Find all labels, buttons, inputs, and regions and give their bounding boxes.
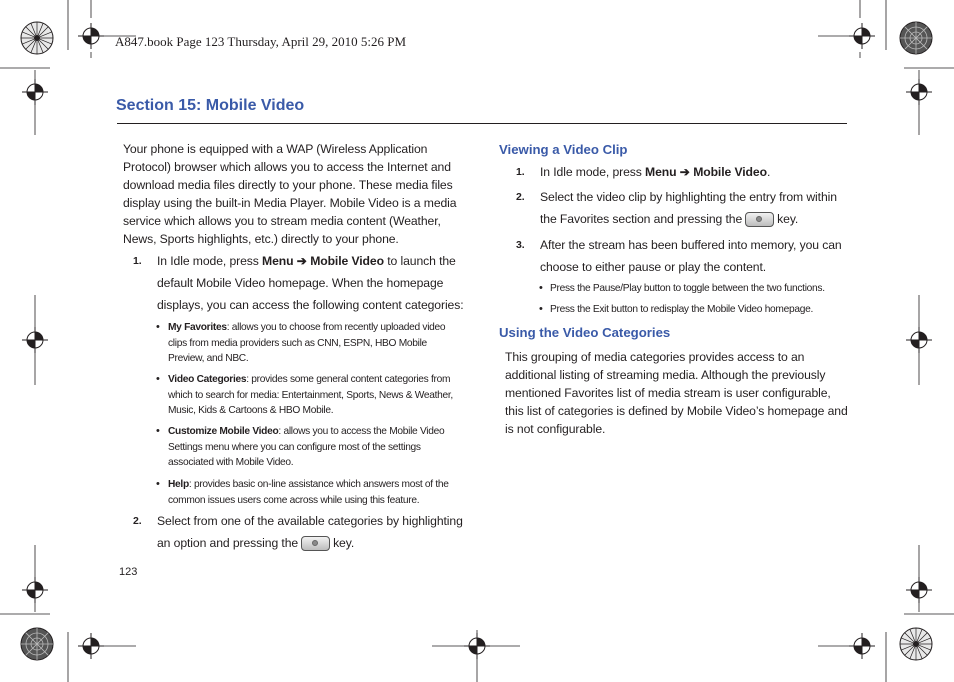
right-step-1 (516, 161, 860, 183)
categories-paragraph (505, 348, 850, 438)
intro-paragraph (123, 140, 468, 248)
step-number: 2. (516, 191, 525, 203)
bullet-term: Video Categories (168, 374, 247, 385)
step-line: In Idle mode, press Menu ➔ Mobile Video to launch the (157, 254, 456, 268)
bullet-term: Help (168, 479, 189, 490)
category-bullet-customize: • Customize Mobile Video: allows you to access the Mobile Video Settings menu where you can configure most of the settings associated with Mobile Video. (156, 425, 445, 468)
intro-line: News, Sports highlights, etc.) directly to your phone. (123, 232, 399, 246)
intro-line: display using the built-in Media Player. Mobile Video is a media (123, 196, 457, 210)
paragraph-line: is not configurable. (505, 422, 606, 436)
paragraph-line: mentioned Favorites list of media stream is user configurable, (505, 386, 831, 400)
arrow-icon: ➔ (679, 165, 690, 179)
step-number: 2. (133, 515, 142, 527)
bullet-dot: • (156, 373, 160, 385)
step-number: 3. (516, 239, 525, 251)
paragraph-line: additional listing of streaming media. Although the previously (505, 368, 826, 382)
section-title: Section 15: Mobile Video (116, 97, 305, 114)
menu-label: Menu (645, 165, 677, 179)
step-line: an option and pressing the key. (157, 536, 355, 550)
left-step-2 (133, 510, 477, 554)
title-rule (117, 123, 847, 124)
bullet-term: Customize Mobile Video (168, 426, 279, 437)
step-line: Select from one of the available categories by highlighting (157, 514, 463, 528)
right-step-2 (516, 186, 860, 230)
select-key-icon (745, 212, 774, 227)
categories-heading: Using the Video Categories (499, 325, 671, 340)
step-line: default Mobile Video homepage. When the homepage (157, 276, 444, 290)
step-number: 1. (516, 166, 525, 178)
intro-line: download media files directly to your phone. These media files (123, 178, 453, 192)
step-line: Select the video clip by highlighting the entry from within (540, 190, 837, 204)
print-header: A847.book Page 123 Thursday, April 29, 2010 5:26 PM (115, 34, 407, 49)
bullet-dot: • (156, 478, 160, 490)
left-step-1 (133, 250, 477, 316)
mobile-video-label: Mobile Video (310, 254, 384, 268)
menu-label: Menu (262, 254, 294, 268)
arrow-icon: ➔ (296, 254, 307, 268)
intro-line: Protocol) browser which allows you to access the Internet and (123, 160, 451, 174)
bullet-dot: • (539, 303, 543, 315)
pause-play-bullet: • Press the Pause/Play button to toggle between the two functions. (539, 282, 825, 294)
step-line: displays, you can access the following content categories: (157, 298, 464, 312)
paragraph-line: This grouping of media categories provides access to an (505, 350, 805, 364)
step-line: In Idle mode, press Menu ➔ Mobile Video. (540, 165, 771, 179)
bullet-term: My Favorites (168, 322, 227, 333)
category-bullet-help: • Help: provides basic on-line assistance which answers most of the common issues users come across while using this feature. (156, 478, 449, 506)
select-key-icon (301, 536, 330, 551)
intro-line: service which allows you to stream media content (Weather, (123, 214, 441, 228)
step-line: choose to either pause or play the content. (540, 260, 767, 274)
viewing-heading: Viewing a Video Clip (499, 142, 628, 157)
bullet-dot: • (156, 321, 160, 333)
exit-bullet: • Press the Exit button to redisplay the Mobile Video homepage. (539, 303, 813, 315)
page-number: 123 (119, 566, 138, 578)
category-bullet-video-categories: • Video Categories: provides some general content categories from which to search for media: Entertainment, Sports, News & Weather, Music, Kids & Cartoons & HBO Mobile. (156, 373, 453, 416)
mobile-video-label: Mobile Video (693, 165, 767, 179)
bullet-dot: • (156, 425, 160, 437)
category-bullet-my-favorites: • My Favorites: allows you to choose from recently uploaded video clips from media providers such as CNN, ESPN, HBO Mobile Preview, and NBC. (156, 321, 446, 364)
step-number: 1. (133, 255, 142, 267)
right-step-3 (516, 234, 860, 278)
step-line: the Favorites section and pressing the key. (540, 212, 799, 226)
step-line: After the stream has been buffered into memory, you can (540, 238, 842, 252)
paragraph-line: this list of categories is defined by Mobile Video’s homepage and (505, 404, 848, 418)
bullet-dot: • (539, 282, 543, 294)
intro-line: Your phone is equipped with a WAP (Wireless Application (123, 142, 428, 156)
